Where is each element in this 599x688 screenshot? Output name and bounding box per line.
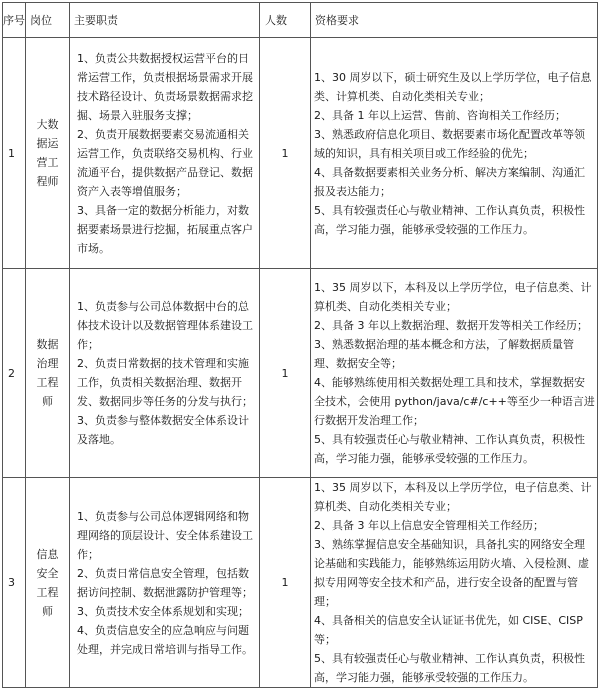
requirement-item: 4、具备相关的信息安全认证证书优先，如 CISE、CISP 等； — [314, 614, 583, 646]
requirement-item: 4、能够熟练使用相关数据处理工具和技术，掌握数据安全技术，会使用 python/java/c#/c++等至少一种语言进行数据开发治理工作； — [314, 376, 595, 427]
header-position: 岗位 — [26, 3, 70, 38]
duty-item: 1、负责参与公司总体逻辑网络和物理网络的顶层设计、安全体系建设工作； — [77, 509, 253, 561]
table-row — [3, 269, 598, 478]
duty-item: 2、负责日常数据的技术管理和实施工作，负责相关数据治理、数据开发、数据同步等任务的分发与执行； — [77, 357, 253, 408]
table-row — [3, 478, 598, 688]
job-requirements-table — [2, 2, 598, 688]
header-no: 序号 — [3, 3, 26, 38]
requirement-item: 2、具备 3 年以上数据治理、数据开发等相关工作经历； — [314, 319, 588, 332]
requirement-item: 1、35 周岁以下，本科及以上学历学位，电子信息类、计算机类、自动化类相关专业； — [314, 281, 592, 313]
duty-item: 2、负责日常信息安全管理，包括数据访问控制、数据泄露防护管理等； — [77, 566, 253, 599]
requirement-item: 2、具备 1 年以上运营、售前、咨询相关工作经历； — [314, 108, 566, 122]
header-count: 人数 — [260, 3, 311, 38]
table-row — [3, 38, 598, 269]
requirements-cell — [311, 478, 598, 688]
position-name: 大数据运营工程师 — [26, 38, 70, 269]
duty-item: 3、负责参与整体数据安全体系设计及落地。 — [77, 414, 249, 446]
duty-item: 1、负责公共数据授权运营平台的日常运营工作，负责根据场景需求开展技术路径设计、负责场景数据需求挖掘、场景入驻服务支撑； — [77, 51, 253, 122]
requirement-item: 5、具有较强责任心与敬业精神、工作认真负责，积极性高，学习能力强，能够承受较强的工作压力。 — [314, 433, 585, 465]
duties-cell — [70, 478, 260, 688]
headcount: 1 — [260, 478, 311, 688]
row-number: 2 — [3, 269, 26, 478]
duties-cell — [70, 269, 260, 478]
position-name: 信息安全工程师 — [26, 478, 70, 688]
duties-cell — [70, 38, 260, 269]
requirement-item: 5、具有较强责任心与敬业精神、工作认真负责，积极性高，学习能力强，能够承受较强的工作压力。 — [314, 203, 585, 236]
header-row — [3, 3, 598, 38]
header-requirements: 资格要求 — [311, 3, 598, 38]
requirements-cell — [311, 38, 598, 269]
duty-item: 4、负责信息安全的应急响应与问题处理，并完成日常培训与指导工作。 — [77, 623, 253, 656]
row-number: 1 — [3, 38, 26, 269]
requirement-item: 4、具备数据要素相关业务分析、解决方案编制、沟通汇报及表达能力； — [314, 165, 585, 198]
row-number: 3 — [3, 478, 26, 688]
requirement-item: 3、熟悉政府信息化项目、数据要素市场化配置改革等领域的知识，具有相关项目或工作经验的优先； — [314, 127, 585, 160]
requirement-item: 1、30 周岁以下，硕士研究生及以上学历学位，电子信息类、计算机类、自动化类相关专业； — [314, 70, 592, 103]
duty-item: 2、负责开展数据要素交易流通相关运营工作，负责联络交易机构、行业流通平台，提供数据产品登记、数据资产入表等增值服务； — [77, 127, 253, 198]
requirements-cell — [311, 269, 598, 478]
duty-item: 1、负责参与公司总体数据中台的总体技术设计以及数据管理体系建设工作； — [77, 300, 253, 351]
headcount: 1 — [260, 269, 311, 478]
requirement-item: 3、熟练掌握信息安全基础知识，具备扎实的网络安全理论基础和实践能力，能够熟练运用防火墙、入侵检测、虚拟专用网等安全技术和产品，进行安全设备的配置与管理； — [314, 538, 589, 608]
duty-item: 3、具备一定的数据分析能力，对数据要素场景进行挖掘，拓展重点客户市场。 — [77, 203, 253, 255]
headcount: 1 — [260, 38, 311, 269]
duty-item: 3、负责技术安全体系规划和实现； — [77, 604, 249, 618]
position-name: 数据治理工程师 — [26, 269, 70, 478]
requirement-item: 5、具有较强责任心与敬业精神、工作认真负责，积极性高，学习能力强，能够承受较强的工作压力。 — [314, 652, 585, 684]
requirement-item: 1、35 周岁以下，本科及以上学历学位，电子信息类、计算机类、自动化类相关专业； — [314, 481, 592, 513]
requirement-item: 2、具备 3 年以上信息安全管理相关工作经历； — [314, 519, 544, 532]
requirement-item: 3、熟悉数据治理的基本概念和方法，了解数据质量管理、数据安全等； — [314, 338, 574, 370]
header-duties: 主要职责 — [70, 3, 260, 38]
